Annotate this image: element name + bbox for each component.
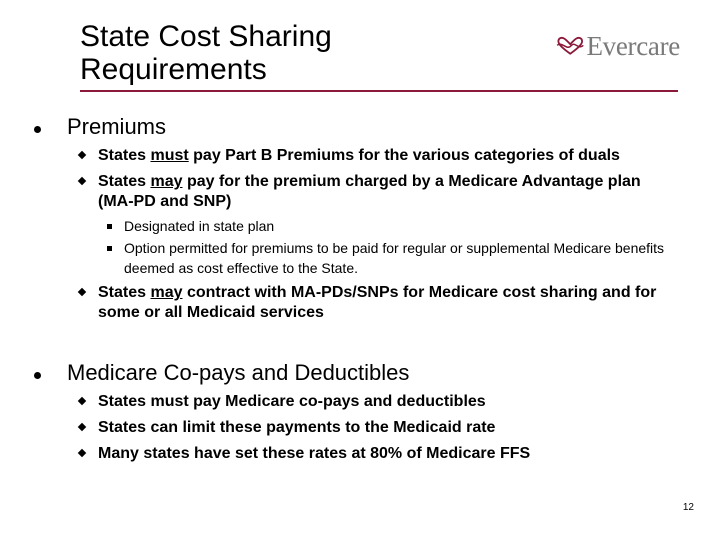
diamond-bullet-icon — [78, 423, 86, 431]
square-bullet-icon — [107, 246, 112, 251]
diamond-bullet-icon — [78, 397, 86, 405]
section-heading: Medicare Co-pays and Deductibles — [67, 360, 410, 385]
item-emphasis: may — [150, 173, 183, 190]
bullet-dot-icon — [34, 126, 41, 133]
diamond-bullet-icon — [78, 449, 86, 457]
logo-wordmark: Evercare — [586, 30, 680, 61]
item-text: contract with MA-PDs/SNPs for Medicare cost sharing and for some or all Medicaid services — [98, 284, 657, 321]
item-text: States — [98, 147, 151, 164]
title-divider — [80, 90, 678, 92]
diamond-bullet-icon — [78, 177, 86, 185]
item-emphasis: may — [150, 284, 183, 301]
sub-item-text: Designated in state plan — [124, 218, 275, 234]
item-text: States can limit these payments to the Medicaid rate — [98, 419, 496, 436]
section-heading: Premiums — [67, 114, 167, 139]
item-text: States — [98, 284, 151, 301]
item-text: States must pay Medicare co-pays and deductibles — [98, 393, 486, 410]
item-text: pay Part B Premiums for the various categories of duals — [188, 147, 620, 164]
item-text: pay for the premium charged by a Medicare Advantage plan (MA-PD and SNP) — [98, 173, 641, 210]
item-text: States — [98, 173, 151, 190]
page-number: 12 — [682, 502, 694, 513]
slide-title — [80, 20, 500, 86]
item-emphasis: must — [150, 147, 189, 164]
evercare-logo — [556, 26, 680, 66]
item-text: Many states have set these rates at 80% of Medicare FFS — [98, 445, 531, 462]
bullet-dot-icon — [34, 372, 41, 379]
diamond-bullet-icon — [78, 151, 86, 159]
diamond-bullet-icon — [78, 288, 86, 296]
slide-title-line2: Requirements — [80, 53, 267, 86]
slide-title-line1: State Cost Sharing — [80, 20, 332, 53]
square-bullet-icon — [107, 224, 112, 229]
sub-item-text: Option permitted for premiums to be paid for regular or supplemental Medicare benefits deemed as cost effective to the State. — [124, 240, 665, 276]
heart-logo-icon — [556, 29, 584, 63]
